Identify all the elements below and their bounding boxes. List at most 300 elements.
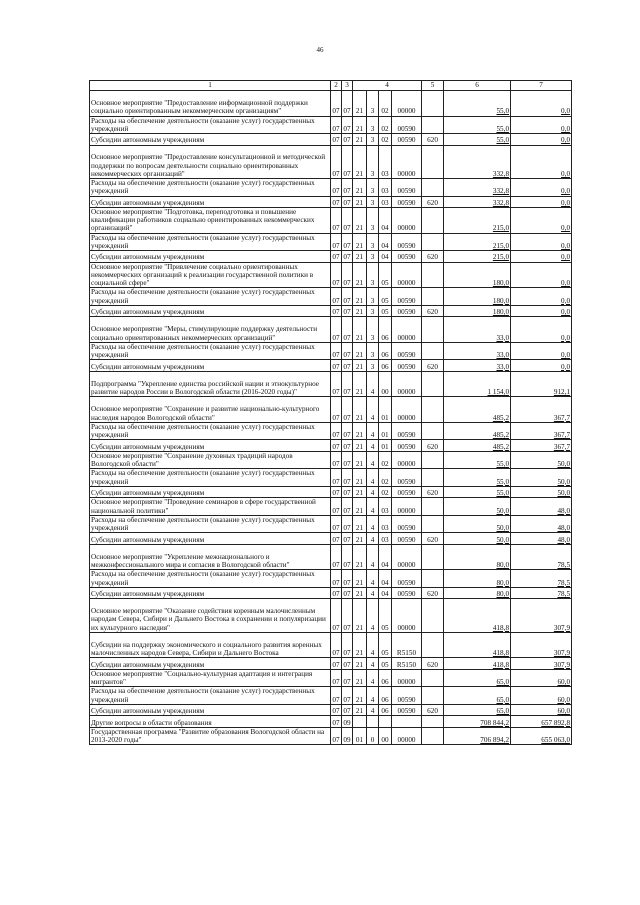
row-activity-cell: 02	[379, 134, 392, 146]
row-program-cell: 21	[353, 469, 367, 487]
row-subsection-cell: 07	[342, 486, 353, 498]
row-planned-cell: 80,0	[444, 544, 511, 570]
row-direction-cell: 00000	[392, 317, 422, 343]
row-program-cell: 21	[353, 233, 367, 251]
row-section-cell: 07	[331, 397, 342, 423]
row-activity-cell: 02	[379, 469, 392, 487]
row-expense-type-cell	[422, 570, 444, 588]
table-row	[90, 262, 572, 288]
row-direction-cell: 00590	[392, 440, 422, 452]
row-program-cell: 21	[353, 262, 367, 288]
row-executed-cell: 367,7	[511, 422, 572, 440]
row-subsection-cell: 07	[342, 451, 353, 469]
row-subsection-cell: 07	[342, 179, 353, 197]
row-subprogram-cell: 3	[367, 91, 379, 117]
row-name-cell: Основное мероприятие "Сохранение и развитие национально-культурного наследия народов Вологодской области"	[90, 397, 331, 423]
row-direction-cell: 00590	[392, 587, 422, 599]
row-activity-cell: 05	[379, 262, 392, 288]
row-section-cell: 07	[331, 305, 342, 317]
row-expense-type-cell: 620	[422, 134, 444, 146]
row-direction-cell: 00590	[392, 288, 422, 306]
row-activity-cell: 05	[379, 599, 392, 633]
table-row	[90, 533, 572, 545]
table-row	[90, 251, 572, 263]
row-program-cell: 21	[353, 317, 367, 343]
row-name-cell: Субсидии автономным учреждениям	[90, 587, 331, 599]
row-subsection-cell: 07	[342, 632, 353, 658]
row-executed-cell: 307,9	[511, 658, 572, 670]
page-number: 46	[316, 46, 324, 54]
row-direction-cell: 00590	[392, 704, 422, 716]
row-direction-cell: 00590	[392, 486, 422, 498]
row-program-cell: 21	[353, 208, 367, 234]
row-section-cell: 07	[331, 515, 342, 533]
row-name-cell: Основное мероприятие "Проведение семинаров в сфере государственной национальной политики"	[90, 498, 331, 516]
row-activity-cell: 06	[379, 342, 392, 360]
row-subprogram-cell: 4	[367, 397, 379, 423]
row-planned-cell: 180,0	[444, 305, 511, 317]
row-activity-cell: 01	[379, 422, 392, 440]
row-name-cell: Субсидии автономным учреждениям	[90, 134, 331, 146]
header-cell-expense-type: 5	[422, 81, 444, 91]
row-activity-cell: 05	[379, 632, 392, 658]
row-direction-cell: 00000	[392, 669, 422, 687]
row-subsection-cell: 07	[342, 251, 353, 263]
row-subsection-cell: 07	[342, 305, 353, 317]
row-planned-cell: 332,8	[444, 145, 511, 179]
row-program-cell: 21	[353, 440, 367, 452]
row-expense-type-cell: 620	[422, 587, 444, 599]
row-direction-cell: 00000	[392, 451, 422, 469]
row-activity-cell: 02	[379, 116, 392, 134]
row-planned-cell: 215,0	[444, 251, 511, 263]
row-subprogram-cell: 4	[367, 658, 379, 670]
header-cell-executed: 7	[511, 81, 572, 91]
row-program-cell	[353, 716, 367, 728]
row-name-cell: Расходы на обеспечение деятельности (оказание услуг) государственных учреждений	[90, 687, 331, 705]
row-name-cell: Расходы на обеспечение деятельности (оказание услуг) государственных учреждений	[90, 570, 331, 588]
table-row	[90, 208, 572, 234]
row-activity-cell: 03	[379, 498, 392, 516]
row-program-cell: 21	[353, 587, 367, 599]
table-row	[90, 716, 572, 728]
row-planned-cell: 55,0	[444, 91, 511, 117]
row-program-cell: 21	[353, 599, 367, 633]
row-activity-cell: 02	[379, 451, 392, 469]
budget-table	[89, 80, 572, 745]
row-program-cell: 21	[353, 116, 367, 134]
row-direction-cell: 00590	[392, 469, 422, 487]
row-expense-type-cell	[422, 422, 444, 440]
row-subprogram-cell: 4	[367, 704, 379, 716]
row-planned-cell: 706 894,2	[444, 727, 511, 745]
row-activity-cell: 04	[379, 587, 392, 599]
row-name-cell: Субсидии автономным учреждениям	[90, 251, 331, 263]
row-subprogram-cell: 3	[367, 134, 379, 146]
row-planned-cell: 485,2	[444, 440, 511, 452]
row-activity-cell: 04	[379, 208, 392, 234]
row-program-cell: 21	[353, 196, 367, 208]
row-executed-cell: 48,0	[511, 533, 572, 545]
row-section-cell: 07	[331, 440, 342, 452]
table-row	[90, 196, 572, 208]
row-subprogram-cell: 4	[367, 632, 379, 658]
row-section-cell: 07	[331, 371, 342, 397]
table-row	[90, 371, 572, 397]
row-subsection-cell: 07	[342, 134, 353, 146]
row-activity-cell: 02	[379, 486, 392, 498]
row-expense-type-cell: 620	[422, 704, 444, 716]
table-row	[90, 486, 572, 498]
row-name-cell: Субсидии автономным учреждениям	[90, 440, 331, 452]
row-direction-cell: 00590	[392, 251, 422, 263]
row-planned-cell: 55,0	[444, 134, 511, 146]
row-name-cell: Расходы на обеспечение деятельности (оказание услуг) государственных учреждений	[90, 342, 331, 360]
table-row	[90, 233, 572, 251]
row-program-cell: 21	[353, 397, 367, 423]
row-direction-cell: 00590	[392, 515, 422, 533]
row-name-cell: Субсидии автономным учреждениям	[90, 196, 331, 208]
row-subprogram-cell: 3	[367, 360, 379, 372]
row-planned-cell: 55,0	[444, 451, 511, 469]
row-expense-type-cell	[422, 469, 444, 487]
row-section-cell: 07	[331, 196, 342, 208]
row-executed-cell: 367,7	[511, 397, 572, 423]
row-section-cell: 07	[331, 134, 342, 146]
row-planned-cell: 215,0	[444, 233, 511, 251]
row-planned-cell: 33,0	[444, 360, 511, 372]
row-activity-cell: 03	[379, 145, 392, 179]
row-direction-cell: R5150	[392, 632, 422, 658]
row-direction-cell: 00590	[392, 533, 422, 545]
row-executed-cell: 307,9	[511, 599, 572, 633]
row-subprogram-cell: 4	[367, 544, 379, 570]
row-subsection-cell: 07	[342, 145, 353, 179]
row-program-cell: 21	[353, 91, 367, 117]
row-expense-type-cell	[422, 716, 444, 728]
row-name-cell: Субсидии автономным учреждениям	[90, 704, 331, 716]
row-subprogram-cell: 4	[367, 440, 379, 452]
row-program-cell: 21	[353, 658, 367, 670]
row-subsection-cell: 07	[342, 687, 353, 705]
row-executed-cell: 50,0	[511, 451, 572, 469]
row-subsection-cell: 07	[342, 196, 353, 208]
row-subsection-cell: 07	[342, 233, 353, 251]
table-row	[90, 342, 572, 360]
row-direction-cell: 00590	[392, 570, 422, 588]
row-name-cell: Основное мероприятие "Предоставление консультационной и методической поддержки по вопросам деятельности социально ориентированных некоммерческих организаций"	[90, 145, 331, 179]
row-section-cell: 07	[331, 704, 342, 716]
row-subprogram-cell: 4	[367, 515, 379, 533]
row-subprogram-cell: 3	[367, 233, 379, 251]
table-row	[90, 145, 572, 179]
table-row	[90, 669, 572, 687]
row-executed-cell: 0,0	[511, 116, 572, 134]
row-executed-cell: 0,0	[511, 251, 572, 263]
row-section-cell: 07	[331, 145, 342, 179]
table-row	[90, 305, 572, 317]
row-executed-cell: 78,5	[511, 544, 572, 570]
row-expense-type-cell: 620	[422, 196, 444, 208]
row-planned-cell: 80,0	[444, 587, 511, 599]
row-executed-cell: 0,0	[511, 360, 572, 372]
table-row	[90, 422, 572, 440]
row-section-cell: 07	[331, 716, 342, 728]
row-subsection-cell: 07	[342, 587, 353, 599]
row-name-cell: Основное мероприятие "Подготовка, переподготовка и повышение квалификации работников социально ориентированных некоммерческих организаций"	[90, 208, 331, 234]
row-subprogram-cell: 3	[367, 305, 379, 317]
row-name-cell: Расходы на обеспечение деятельности (оказание услуг) государственных учреждений	[90, 469, 331, 487]
row-expense-type-cell	[422, 233, 444, 251]
row-direction-cell: 00000	[392, 498, 422, 516]
row-activity-cell: 00	[379, 727, 392, 745]
row-direction-cell: 00590	[392, 360, 422, 372]
row-name-cell: Подпрограмма "Укрепление единства российской нации и этнокультурное развитие народов России в Вологодской области (2016-2020 годы)"	[90, 371, 331, 397]
row-planned-cell: 332,8	[444, 196, 511, 208]
row-subprogram-cell	[367, 716, 379, 728]
table-row	[90, 658, 572, 670]
row-program-cell: 21	[353, 145, 367, 179]
row-expense-type-cell	[422, 371, 444, 397]
row-planned-cell: 180,0	[444, 262, 511, 288]
row-program-cell: 21	[353, 360, 367, 372]
row-name-cell: Государственная программа "Развитие образования Вологодской области на 2013-2020 годы"	[90, 727, 331, 745]
row-activity-cell: 03	[379, 179, 392, 197]
row-planned-cell: 418,8	[444, 658, 511, 670]
row-direction-cell: 00000	[392, 208, 422, 234]
row-executed-cell: 0,0	[511, 196, 572, 208]
row-planned-cell: 33,0	[444, 342, 511, 360]
row-planned-cell: 65,0	[444, 669, 511, 687]
row-subprogram-cell: 4	[367, 599, 379, 633]
row-planned-cell: 50,0	[444, 498, 511, 516]
row-section-cell: 07	[331, 251, 342, 263]
row-subsection-cell: 07	[342, 704, 353, 716]
row-section-cell: 07	[331, 486, 342, 498]
row-executed-cell: 0,0	[511, 179, 572, 197]
row-section-cell: 07	[331, 91, 342, 117]
row-subsection-cell: 07	[342, 360, 353, 372]
table-row	[90, 317, 572, 343]
row-expense-type-cell: 620	[422, 440, 444, 452]
row-planned-cell: 55,0	[444, 486, 511, 498]
row-planned-cell: 65,0	[444, 704, 511, 716]
row-subprogram-cell: 3	[367, 342, 379, 360]
row-subprogram-cell: 3	[367, 208, 379, 234]
row-section-cell: 07	[331, 727, 342, 745]
table-row	[90, 116, 572, 134]
row-activity-cell: 04	[379, 251, 392, 263]
row-executed-cell: 0,0	[511, 134, 572, 146]
table-row	[90, 397, 572, 423]
row-direction-cell: 00000	[392, 145, 422, 179]
row-executed-cell: 0,0	[511, 262, 572, 288]
row-subprogram-cell: 3	[367, 317, 379, 343]
header-cell-name: 1	[90, 81, 331, 91]
row-program-cell: 21	[353, 342, 367, 360]
row-expense-type-cell	[422, 544, 444, 570]
row-subsection-cell: 07	[342, 658, 353, 670]
row-subprogram-cell: 4	[367, 371, 379, 397]
row-planned-cell: 1 154,0	[444, 371, 511, 397]
row-section-cell: 07	[331, 179, 342, 197]
row-activity-cell: 05	[379, 288, 392, 306]
row-expense-type-cell	[422, 342, 444, 360]
row-executed-cell: 78,5	[511, 570, 572, 588]
row-name-cell: Основное мероприятие "Укрепление межнационального и межконфессионального мира и согласия в Вологодской области"	[90, 544, 331, 570]
row-subprogram-cell: 4	[367, 570, 379, 588]
table-row	[90, 704, 572, 716]
row-section-cell: 07	[331, 599, 342, 633]
row-planned-cell: 50,0	[444, 515, 511, 533]
row-direction-cell: 00590	[392, 179, 422, 197]
row-activity-cell: 06	[379, 669, 392, 687]
row-program-cell: 21	[353, 288, 367, 306]
row-expense-type-cell	[422, 687, 444, 705]
row-section-cell: 07	[331, 451, 342, 469]
row-direction-cell: 00000	[392, 727, 422, 745]
row-section-cell: 07	[331, 669, 342, 687]
row-program-cell: 21	[353, 371, 367, 397]
row-expense-type-cell	[422, 632, 444, 658]
row-name-cell: Расходы на обеспечение деятельности (оказание услуг) государственных учреждений	[90, 179, 331, 197]
row-subprogram-cell: 3	[367, 196, 379, 208]
row-activity-cell: 06	[379, 360, 392, 372]
row-direction-cell: 00590	[392, 342, 422, 360]
row-program-cell: 21	[353, 422, 367, 440]
row-name-cell: Субсидии автономным учреждениям	[90, 658, 331, 670]
row-name-cell: Основное мероприятие "Предоставление информационной поддержки социально ориентированным некоммерческим организациям"	[90, 91, 331, 117]
row-section-cell: 07	[331, 262, 342, 288]
row-subsection-cell: 07	[342, 397, 353, 423]
table-row	[90, 587, 572, 599]
row-planned-cell: 80,0	[444, 570, 511, 588]
row-subsection-cell: 07	[342, 288, 353, 306]
table-row	[90, 570, 572, 588]
row-executed-cell: 0,0	[511, 288, 572, 306]
row-expense-type-cell	[422, 179, 444, 197]
row-expense-type-cell	[422, 599, 444, 633]
row-section-cell: 07	[331, 342, 342, 360]
row-subsection-cell: 07	[342, 669, 353, 687]
row-direction-cell: 00000	[392, 544, 422, 570]
row-section-cell: 07	[331, 288, 342, 306]
row-section-cell: 07	[331, 422, 342, 440]
row-section-cell: 07	[331, 533, 342, 545]
header-cell-planned: 6	[444, 81, 511, 91]
row-executed-cell: 50,0	[511, 469, 572, 487]
row-planned-cell: 418,8	[444, 632, 511, 658]
row-executed-cell: 0,0	[511, 305, 572, 317]
row-activity-cell: 05	[379, 658, 392, 670]
row-executed-cell: 0,0	[511, 208, 572, 234]
row-expense-type-cell	[422, 91, 444, 117]
row-subprogram-cell: 4	[367, 669, 379, 687]
row-subprogram-cell: 4	[367, 687, 379, 705]
table-row	[90, 469, 572, 487]
row-direction-cell: R5150	[392, 658, 422, 670]
row-subsection-cell: 07	[342, 515, 353, 533]
row-planned-cell: 180,0	[444, 288, 511, 306]
row-activity-cell: 01	[379, 397, 392, 423]
row-executed-cell: 0,0	[511, 342, 572, 360]
row-direction-cell: 00000	[392, 262, 422, 288]
row-section-cell: 07	[331, 498, 342, 516]
row-subsection-cell: 07	[342, 422, 353, 440]
row-subsection-cell: 07	[342, 371, 353, 397]
row-expense-type-cell	[422, 498, 444, 516]
row-executed-cell: 48,0	[511, 515, 572, 533]
row-expense-type-cell	[422, 727, 444, 745]
header-cell-target-code: 4	[353, 81, 422, 91]
table-row	[90, 599, 572, 633]
row-activity-cell: 04	[379, 570, 392, 588]
row-executed-cell: 78,5	[511, 587, 572, 599]
row-program-cell: 21	[353, 570, 367, 588]
row-expense-type-cell	[422, 262, 444, 288]
table-row	[90, 440, 572, 452]
row-expense-type-cell: 620	[422, 486, 444, 498]
row-subprogram-cell: 3	[367, 116, 379, 134]
row-name-cell: Основное мероприятие "Социально-культурная адаптация и интеграция мигрантов"	[90, 669, 331, 687]
row-subsection-cell: 07	[342, 91, 353, 117]
row-executed-cell: 307,9	[511, 632, 572, 658]
row-name-cell: Расходы на обеспечение деятельности (оказание услуг) государственных учреждений	[90, 288, 331, 306]
row-expense-type-cell: 620	[422, 360, 444, 372]
row-expense-type-cell	[422, 515, 444, 533]
row-direction-cell: 00590	[392, 687, 422, 705]
row-section-cell: 07	[331, 208, 342, 234]
row-executed-cell: 0,0	[511, 317, 572, 343]
row-expense-type-cell	[422, 397, 444, 423]
row-expense-type-cell: 620	[422, 251, 444, 263]
row-subprogram-cell: 0	[367, 727, 379, 745]
row-planned-cell: 55,0	[444, 469, 511, 487]
row-expense-type-cell: 620	[422, 658, 444, 670]
row-expense-type-cell	[422, 288, 444, 306]
row-subsection-cell: 07	[342, 498, 353, 516]
row-executed-cell: 50,0	[511, 486, 572, 498]
row-program-cell: 21	[353, 669, 367, 687]
row-subsection-cell: 07	[342, 440, 353, 452]
row-subsection-cell: 07	[342, 599, 353, 633]
table-row	[90, 91, 572, 117]
row-section-cell: 07	[331, 570, 342, 588]
row-name-cell: Субсидии автономным учреждениям	[90, 360, 331, 372]
row-program-cell: 21	[353, 687, 367, 705]
row-name-cell: Расходы на обеспечение деятельности (оказание услуг) государственных учреждений	[90, 422, 331, 440]
row-direction-cell: 00590	[392, 116, 422, 134]
row-activity-cell: 06	[379, 317, 392, 343]
row-section-cell: 07	[331, 469, 342, 487]
row-planned-cell: 332,8	[444, 179, 511, 197]
row-activity-cell: 00	[379, 371, 392, 397]
row-name-cell: Основное мероприятие "Оказание содействия коренным малочисленным народам Севера, Сибири и Дальнего Востока в сохранении и популяризации их культурного наследия"	[90, 599, 331, 633]
row-direction-cell: 00590	[392, 422, 422, 440]
row-subprogram-cell: 4	[367, 451, 379, 469]
row-direction-cell: 00000	[392, 599, 422, 633]
row-subprogram-cell: 3	[367, 179, 379, 197]
row-executed-cell: 48,0	[511, 498, 572, 516]
table-row	[90, 544, 572, 570]
row-direction-cell: 00590	[392, 233, 422, 251]
row-name-cell: Субсидии на поддержку экономического и социального развития коренных малочисленных народов Севера, Сибири и Дальнего Востока	[90, 632, 331, 658]
table-header-row	[90, 81, 572, 91]
row-planned-cell: 33,0	[444, 317, 511, 343]
row-name-cell: Основное мероприятие "Сохранение духовных традиций народов Вологодской области"	[90, 451, 331, 469]
row-subsection-cell: 07	[342, 262, 353, 288]
row-section-cell: 07	[331, 658, 342, 670]
